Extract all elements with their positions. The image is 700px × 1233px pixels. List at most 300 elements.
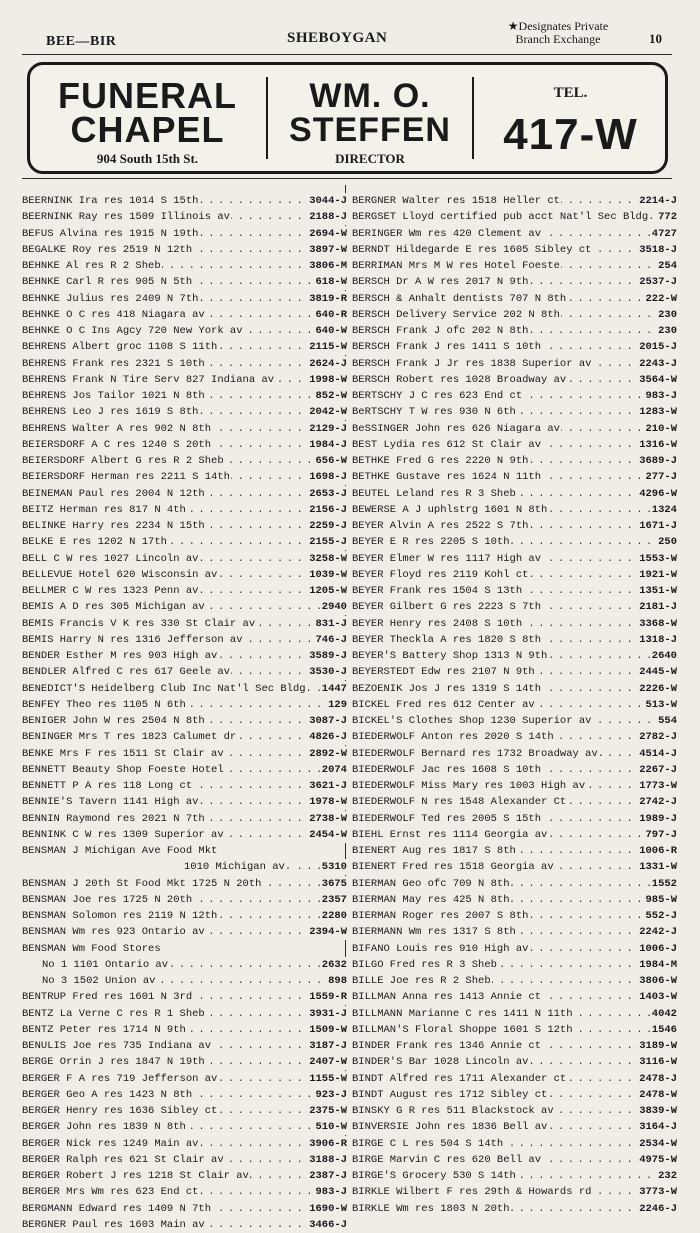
listing-phone: 3897-W <box>309 243 347 256</box>
listing-phone: 1155-W <box>309 1072 347 1085</box>
listing-name: BENNINK C W res 1309 Superior av <box>22 828 224 841</box>
listing-phone: 2892-W <box>309 747 347 760</box>
listing-name: BENNETT P A res 118 Long ct <box>22 780 193 792</box>
listing-entry <box>352 989 677 1005</box>
listing-entry <box>22 583 347 599</box>
listing-entry <box>352 941 677 957</box>
listing-name: BIRGE Marvin C res 620 Bell av <box>352 1153 542 1166</box>
listing-name: BIRGE C L res 504 S 14th <box>352 1137 504 1150</box>
listing-name: BENNIN Raymond res 2021 N 7th <box>22 812 205 825</box>
listing-entry <box>352 518 677 534</box>
listing-entry <box>352 323 677 339</box>
listing-phone: 2188-J <box>309 211 347 224</box>
listing-entry <box>352 502 677 518</box>
listing-column-right <box>352 193 677 1217</box>
listing-phone: 1984-M <box>639 958 677 971</box>
listing-name: BERGER John res 1839 N 8th <box>22 1121 186 1134</box>
listing-phone: 2357 <box>321 893 347 906</box>
listing-name: No 1 1101 Ontario av <box>22 959 169 971</box>
listing-phone: 129 <box>328 698 347 711</box>
listing-entry <box>352 258 677 274</box>
listing-phone: 2259-J <box>309 520 347 532</box>
listing-phone: 3044-J <box>309 195 347 207</box>
listing-entry <box>352 372 677 388</box>
listing-name: BERSCH Frank J ofc 202 N 8th <box>352 325 529 337</box>
listing-entry <box>22 534 347 550</box>
listing-entry <box>352 746 677 762</box>
listing-phone: 2624-J <box>309 357 347 370</box>
listing-name: BENULIS Joe res 735 Indiana av <box>22 1040 212 1052</box>
listing-name: BERGER Robert J res 1218 St Clair av <box>22 1170 249 1182</box>
listing-name: BIEDERWOLF Ted res 2005 S 15th <box>352 812 542 825</box>
listing-phone: 1552 <box>651 877 677 890</box>
listing-name: BENTZ Peter res 1714 N 9th <box>22 1023 186 1036</box>
listing-name: BERINGER Wm res 420 Clement av <box>352 227 542 240</box>
listing-entry <box>352 973 677 989</box>
listing-name: BINDT August res 1712 Sibley ct <box>352 1088 548 1101</box>
listing-name: BEMIS A D res 305 Michigan av <box>22 601 205 614</box>
listing-name: BIEDERWOLF Bernard res 1732 Broadway av. <box>352 747 605 760</box>
listing-name: BeSSINGER John res 626 Niagara av <box>352 422 560 435</box>
listing-name: BEST Lydia res 612 St Clair av <box>352 438 542 451</box>
listing-entry <box>352 1006 677 1022</box>
listing-phone: 4826-J <box>309 731 347 744</box>
listing-name: BIEDERWOLF Miss Mary res 1003 High av <box>352 780 586 792</box>
listing-entry <box>22 778 347 794</box>
listing-name: BERGER Ralph res 621 St Clair av <box>22 1153 224 1166</box>
listing-phone: 3931-J <box>309 1007 347 1020</box>
listing-entry <box>22 258 347 274</box>
listing-entry <box>352 729 677 745</box>
listing-phone: 3675 <box>321 877 347 890</box>
listing-phone: 2640 <box>651 650 677 662</box>
listing-entry <box>22 193 347 209</box>
listing-entry <box>22 908 347 924</box>
listing-phone: 277-J <box>645 471 677 484</box>
ad-bottom-divider <box>22 178 672 179</box>
listing-entry <box>22 876 347 892</box>
listing-name: BEGALKE Roy res 2519 N 12th <box>22 243 193 256</box>
listing-entry <box>22 762 347 778</box>
listing-name: BEINEMAN Paul res 2004 N 12th <box>22 487 205 500</box>
listing-name: BENINGER Mrs T res 1823 Calumet dr <box>22 731 237 744</box>
ad-chapel-block <box>30 65 265 167</box>
listing-name: BIEDERWOLF N res 1548 Alexander Ct <box>352 796 567 809</box>
legend-note-line1: ★Designates Private <box>507 19 609 33</box>
listing-phone: 1006-J <box>639 942 677 955</box>
listing-name: BIENERT Aug res 1817 S 8th <box>352 845 516 857</box>
listing-entry <box>22 1006 347 1022</box>
listing-name: BERGMANN Edward res 1409 N 7th <box>22 1202 212 1215</box>
listing-entry <box>352 778 677 794</box>
listing-entry <box>22 892 347 908</box>
listing-entry <box>352 924 677 940</box>
listing-phone: 1978-W <box>309 796 347 809</box>
listing-name: BILLMAN Anna res 1413 Annie ct <box>352 991 542 1004</box>
listing-phone: 3258-W <box>309 552 347 565</box>
listing-name: BEYER Frank res 1504 S 13th <box>352 585 523 597</box>
listing-entry <box>352 1119 677 1135</box>
listing-phone: 2537-J <box>639 276 677 289</box>
listing-name: BEHNKE Julius res 2409 N 7th <box>22 292 199 305</box>
listing-entry <box>352 827 677 843</box>
listing-entry <box>22 1136 347 1152</box>
listing-entry <box>352 1022 677 1038</box>
listing-phone: 2940 <box>321 601 347 614</box>
listing-entry <box>22 1103 347 1119</box>
listing-phone: 3164-J <box>639 1121 677 1134</box>
listing-entry <box>22 421 347 437</box>
listing-phone: 3530-J <box>309 666 347 679</box>
listing-name: BEHNKE O C res 418 Niagara av <box>22 308 205 321</box>
listing-entry <box>22 1168 347 1184</box>
listing-entry <box>352 551 677 567</box>
listing-phone: 1509-W <box>309 1023 347 1036</box>
listing-entry <box>352 469 677 485</box>
listing-entry <box>352 794 677 810</box>
listing-entry <box>22 226 347 242</box>
listing-name: BENTZ La Verne C res R 1 Sheb <box>22 1007 205 1020</box>
listing-name: BIERMAN May res 425 N 8th <box>352 893 510 906</box>
listing-entry <box>22 437 347 453</box>
listing-name: BERGER F A res 719 Jefferson av <box>22 1072 218 1085</box>
listing-entry <box>22 794 347 810</box>
listing-name: BEIERSDORF A C res 1240 S 20th <box>22 438 212 451</box>
listing-entry <box>352 1184 677 1200</box>
listing-name: BERNDT Hildegarde E res 1605 Sibley ct <box>352 243 592 256</box>
listing-phone: 1331-W <box>639 861 677 874</box>
listing-entry <box>22 1152 347 1168</box>
ad-divider-right <box>472 77 474 159</box>
listing-phone: 3466-J <box>309 1218 347 1231</box>
listing-phone: 2632 <box>321 958 347 971</box>
listing-name: BEUTEL Leland res R 3 Sheb <box>352 487 516 500</box>
listing-entry <box>22 486 347 502</box>
listing-phone: 1039-W <box>309 568 347 581</box>
listing-phone: 1351-W <box>639 585 677 597</box>
listing-entry <box>352 453 677 469</box>
listing-name: BEHRENS Albert groc 1108 S 11th <box>22 341 218 354</box>
listing-entry <box>22 307 347 323</box>
listing-entry <box>352 437 677 453</box>
section-range: BEE—BIR <box>46 34 117 49</box>
listing-name: No 3 1502 Union av <box>22 975 156 987</box>
listing-name: BEFUS Alvina res 1915 N 19th <box>22 227 199 240</box>
listing-entry <box>22 1038 347 1054</box>
listing-name: BENSMAN Joe res 1725 N 20th <box>22 893 193 906</box>
listing-entry <box>352 404 677 420</box>
listing-entry <box>22 469 347 485</box>
listing-name: BEHNKE Al res R 2 Sheb <box>22 260 161 272</box>
listing-phone: 230 <box>658 325 677 337</box>
listing-phone: 3187-J <box>309 1040 347 1052</box>
listing-name: BEYER Gilbert G res 2223 S 7th <box>352 601 542 614</box>
listing-phone: 2387-J <box>309 1170 347 1182</box>
listing-name: BENNETT Beauty Shop Foeste Hotel <box>22 763 224 776</box>
listing-entry <box>22 291 347 307</box>
listing-entry <box>352 1071 677 1087</box>
listing-entry <box>22 648 347 664</box>
listing-name: BEITZ Herman res 817 N 4th <box>22 503 186 516</box>
listing-name: BERGER Henry res 1636 Sibley ct <box>22 1105 218 1117</box>
listing-phone: 3368-W <box>639 617 677 630</box>
listing-name: BETHKE Gustave res 1624 N 11th <box>352 471 542 484</box>
listing-entry <box>22 713 347 729</box>
ad-phone-block <box>478 65 663 160</box>
listing-entry <box>352 599 677 615</box>
listing-entry <box>22 404 347 420</box>
listing-name: BIRKLE Wm res 1803 N 20th <box>352 1202 510 1215</box>
listing-phone: 222-W <box>645 292 677 305</box>
listing-name: BIRGE'S Grocery 530 S 14th <box>352 1170 516 1182</box>
listing-phone: 2074 <box>321 763 347 776</box>
listing-phone: 1984-J <box>309 438 347 451</box>
listing-entry <box>352 1152 677 1168</box>
listing-entry <box>352 1038 677 1054</box>
listing-phone: 640-W <box>315 325 347 337</box>
listing-name: BIERMANN Wm res 1317 S 8th <box>352 926 516 939</box>
listing-phone: 772 <box>658 211 677 224</box>
listing-entry <box>22 567 347 583</box>
listing-phone: 2782-J <box>639 731 677 744</box>
listing-entry <box>352 421 677 437</box>
listing-name: BERGER Geo A res 1423 N 8th <box>22 1088 193 1101</box>
listing-entry <box>352 1201 677 1217</box>
legend-note <box>488 20 628 46</box>
listing-name: BENSMAN Wm Food Stores <box>22 942 161 955</box>
listing-phone: 3773-W <box>639 1186 677 1199</box>
listing-phone: 3906-R <box>309 1137 347 1150</box>
listing-phone: 1921-W <box>639 568 677 581</box>
listing-entry <box>22 1071 347 1087</box>
ad-name-line2: STEFFEN <box>289 111 451 149</box>
listing-phone: 2156-J <box>309 503 347 516</box>
listing-phone: 552-J <box>645 910 677 922</box>
listing-name: BIERMAN Geo ofc 709 N 8th <box>352 877 510 890</box>
listing-phone: 797-J <box>645 828 677 841</box>
listing-name: BeRTSCHY T W res 930 N 6th <box>352 406 516 419</box>
listing-name: BERSCH & Anhalt dentists 707 N 8th <box>352 292 567 305</box>
listing-phone: 510-W <box>315 1121 347 1134</box>
listing-entry <box>22 843 347 859</box>
ad-line1: FUNERAL <box>58 75 237 116</box>
listing-entry <box>352 632 677 648</box>
listing-entry <box>22 453 347 469</box>
listing-name: BEHRENS Jos Tailor 1021 N 8th <box>22 390 205 402</box>
listing-entry <box>22 372 347 388</box>
listing-name: BEZOENIK Jos J res 1319 S 14th <box>352 682 542 695</box>
listing-phone: 3188-J <box>309 1153 347 1166</box>
listing-phone: 230 <box>658 308 677 321</box>
listing-phone: 1447 <box>321 682 347 695</box>
listing-name: BENIGER John W res 2504 N 8th <box>22 715 205 727</box>
listing-name: BEIERSDORF Albert G res R 2 Sheb <box>22 455 224 467</box>
listing-entry <box>352 892 677 908</box>
listing-phone: 2394-W <box>309 926 347 939</box>
listing-name: BINDER Frank res 1346 Annie ct <box>352 1040 542 1052</box>
listing-name: BERGNER Walter res 1518 Heller ct <box>352 195 560 207</box>
listing-entry <box>22 811 347 827</box>
listing-entry <box>352 291 677 307</box>
listing-phone: 2742-J <box>639 796 677 809</box>
listing-phone: 1690-W <box>309 1202 347 1215</box>
legend-note-line2: Branch Exchange <box>515 32 601 46</box>
listing-name: BERGER Nick res 1249 Main av <box>22 1137 199 1150</box>
listing-entry <box>352 242 677 258</box>
listing-phone: 2115-W <box>309 341 347 354</box>
listing-phone: 1998-W <box>309 373 347 386</box>
listing-phone: 985-W <box>645 893 677 906</box>
listing-phone: 2478-W <box>639 1088 677 1101</box>
listing-name: BEYER E R res 2205 S 10th <box>352 536 510 549</box>
listing-phone: 2155-J <box>309 536 347 549</box>
listing-phone: 3806-W <box>639 975 677 987</box>
listing-entry <box>22 209 347 225</box>
listing-name: BERSCH Robert res 1028 Broadway av <box>352 373 567 386</box>
listing-phone: 898 <box>328 975 347 987</box>
listing-entry <box>352 209 677 225</box>
listing-entry <box>352 1136 677 1152</box>
listing-name: BILLMAN'S Floral Shoppe 1601 S 12th <box>352 1023 573 1036</box>
listing-phone: 2534-W <box>639 1137 677 1150</box>
listing-phone: 2129-J <box>309 422 347 435</box>
listing-phone: 2653-J <box>309 487 347 500</box>
listing-entry <box>22 859 347 875</box>
ad-divider-left <box>266 77 268 159</box>
listing-name: BENSMAN J 20th St Food Mkt 1725 N 20th <box>22 877 262 890</box>
listing-entry <box>352 908 677 924</box>
listing-phone: 983-J <box>645 390 677 402</box>
listing-phone: 656-W <box>315 455 347 467</box>
listing-phone: 3839-W <box>639 1105 677 1117</box>
listing-name: BINVERSIE John res 1836 Bell av <box>352 1121 548 1134</box>
listing-entry <box>352 811 677 827</box>
listing-entry <box>22 339 347 355</box>
listing-entry <box>352 681 677 697</box>
listing-entry <box>22 924 347 940</box>
ad-title: DIRECTOR <box>335 151 405 166</box>
listing-name: BENSMAN Wm res 923 Ontario av <box>22 926 205 939</box>
listing-phone: 2375-W <box>309 1105 347 1117</box>
listing-name: BERSCH Frank J res 1411 S 10th <box>352 341 542 354</box>
listing-name: BINDER'S Bar 1028 Lincoln av <box>352 1056 529 1069</box>
listing-name: BIEDERWOLF Anton res 2020 S 14th <box>352 731 554 744</box>
listing-phone: 923-J <box>315 1088 347 1101</box>
listing-name: BEYER Henry res 2408 S 10th <box>352 617 523 630</box>
listing-entry <box>352 339 677 355</box>
listing-name: BEHRENS Leo J res 1619 S 8th <box>22 406 199 419</box>
listing-name: BEHRENS Frank N Tire Serv 827 Indiana av <box>22 373 275 386</box>
listing-name: BERSCH Dr A W res 2017 N 9th <box>352 276 529 289</box>
listing-name: BEYER Floyd res 2119 Kohl ct <box>352 568 529 581</box>
listing-phone: 3589-J <box>309 650 347 662</box>
listing-name: BEYER'S Battery Shop 1313 N 9th <box>352 650 548 662</box>
listing-phone: 4296-W <box>639 487 677 500</box>
listing-phone: 1283-W <box>639 406 677 419</box>
listing-phone: 1324 <box>651 503 677 516</box>
listing-phone: 2267-J <box>639 763 677 776</box>
listing-name: BELLEVUE Hotel 620 Wisconsin av <box>22 568 218 581</box>
listing-entry <box>22 681 347 697</box>
listing-entry <box>352 616 677 632</box>
listing-entry <box>352 534 677 550</box>
listing-name: BIERMAN Roger res 2007 S 8th <box>352 910 529 922</box>
listing-entry <box>352 307 677 323</box>
listing-name: BELL C W res 1027 Lincoln av <box>22 552 199 565</box>
listing-name: 1010 Michigan av. <box>22 861 292 873</box>
ad-tel-number: 417-W <box>503 110 638 159</box>
listing-name: BENDLER Alfred C res 617 Geele av <box>22 666 230 679</box>
ad-tel-label: TEL. <box>553 85 588 101</box>
listing-name: BERGE Orrin J res 1847 N 19th <box>22 1056 205 1069</box>
page-header <box>0 0 700 60</box>
listing-phone: 1553-W <box>639 552 677 565</box>
listing-entry <box>22 518 347 534</box>
listing-phone: 640-R <box>315 308 347 321</box>
listing-entry <box>352 388 677 404</box>
listing-phone: 2042-W <box>309 406 347 419</box>
listing-name: BENSMAN J Michigan Ave Food Mkt <box>22 845 218 857</box>
listing-name: BELINKE Harry res 2234 N 15th <box>22 520 205 532</box>
listing-entry <box>22 1022 347 1038</box>
listing-entry <box>352 648 677 664</box>
listing-entry <box>352 567 677 583</box>
listing-phone: 3116-W <box>639 1056 677 1069</box>
listing-phone: 1318-J <box>639 633 677 646</box>
listing-entry <box>352 1168 677 1184</box>
listing-entry <box>22 388 347 404</box>
listing-name: BIEHL Ernst res 1114 Georgia av <box>352 828 548 841</box>
listing-entry <box>352 1103 677 1119</box>
listing-name: BENNIE'S Tavern 1141 High av <box>22 796 199 809</box>
listing-entry <box>352 226 677 242</box>
listing-phone: 1989-J <box>639 812 677 825</box>
listing-phone: 2015-J <box>639 341 677 354</box>
listing-entry <box>22 616 347 632</box>
listing-entry <box>22 664 347 680</box>
listing-name: BEWERSE A J uphlstrg 1601 N 8th <box>352 503 548 516</box>
ad-line2: CHAPEL <box>70 109 225 150</box>
listing-name: BENDER Esther M res 903 High av <box>22 650 218 662</box>
listing-name: BERGER Mrs Wm res 623 End ct <box>22 1186 199 1199</box>
listing-phone: 2478-J <box>639 1072 677 1085</box>
listing-entry <box>352 274 677 290</box>
listing-name: BIEDERWOLF Jac res 1608 S 10th <box>352 763 542 776</box>
listing-name: BERSCH Delivery Service 202 N 8th <box>352 308 560 321</box>
listing-phone: 2226-W <box>639 682 677 695</box>
listing-name: BICKEL Fred res 612 Center av <box>352 698 535 711</box>
header-divider <box>22 54 672 55</box>
listing-phone: 2445-W <box>639 666 677 679</box>
listing-name: BELKE E res 1202 N 17th <box>22 536 167 549</box>
listing-entry <box>352 486 677 502</box>
listing-phone: 852-W <box>315 390 347 402</box>
listing-name: BIFANO Louis res 910 High av <box>352 942 529 955</box>
listing-name: BENKE Mrs F res 1511 St Clair av <box>22 747 224 760</box>
listing-name: BERGSET Lloyd certified pub acct Nat'l Sec Bldg. <box>352 211 655 224</box>
listing-name: BILGO Fred res R 3 Sheb <box>352 958 497 971</box>
listing-entry <box>22 551 347 567</box>
listing-phone: 2242-J <box>639 926 677 939</box>
listing-name: BICKEL'S Clothes Shop 1230 Superior av <box>352 715 592 727</box>
listing-entry <box>22 242 347 258</box>
listing-entry <box>22 957 347 973</box>
listing-name: BEYERSTEDT Edw res 2107 N 9th <box>352 666 535 679</box>
city-title: SHEBOYGAN <box>287 30 388 46</box>
listing-name: BERTSCHY J C res 623 End ct <box>352 390 523 402</box>
listing-phone: 1698-J <box>309 471 347 484</box>
listing-phone: 1671-J <box>639 520 677 532</box>
